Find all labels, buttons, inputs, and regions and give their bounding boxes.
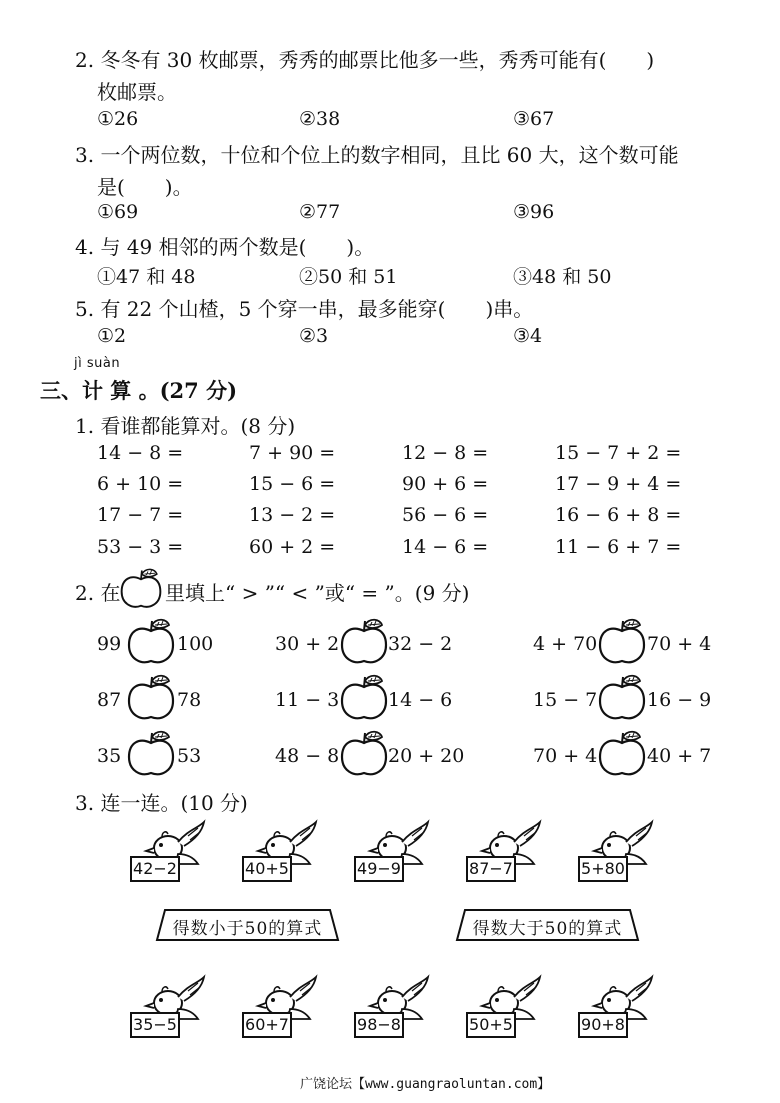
bottom-expression-box[interactable]: 98−8 bbox=[354, 1012, 404, 1038]
q5-line1: 5. 有 22 个山楂，5 个穿一串，最多能穿( )串。 bbox=[75, 297, 534, 321]
compare-right: 16 − 9 bbox=[647, 689, 712, 711]
compare-right: 40 + 7 bbox=[647, 745, 712, 767]
q5-option-1: ①2 bbox=[97, 325, 127, 347]
banner-greater-than-50-label: 得数大于50的算式 bbox=[472, 919, 623, 939]
q2-option-2: ②38 bbox=[299, 108, 341, 130]
q2-option-1: ①26 bbox=[97, 108, 139, 130]
calc-item: 7 + 90 = bbox=[249, 442, 336, 464]
part2-title-pre: 2. 在 bbox=[75, 581, 121, 605]
compare-left: 30 + 2 bbox=[275, 633, 340, 655]
compare-right: 78 bbox=[177, 689, 202, 711]
calc-item: 56 − 6 = bbox=[402, 504, 489, 526]
calc-item: 53 − 3 = bbox=[97, 536, 184, 558]
calc-item: 15 − 6 = bbox=[249, 473, 336, 495]
bottom-expression-box[interactable]: 60+7 bbox=[242, 1012, 292, 1038]
calc-item: 6 + 10 = bbox=[97, 473, 184, 495]
footer-source: 广饶论坛【www.guangraoluntan.com】 bbox=[300, 1077, 551, 1092]
bottom-expression-box[interactable]: 90+8 bbox=[578, 1012, 628, 1038]
top-expression-box[interactable]: 87−7 bbox=[466, 856, 516, 882]
compare-right: 53 bbox=[177, 745, 202, 767]
compare-right: 100 bbox=[177, 633, 214, 655]
bottom-expression-box[interactable]: 35−5 bbox=[130, 1012, 180, 1038]
q3-option-3: ③96 bbox=[513, 201, 555, 223]
q5-option-3: ③4 bbox=[513, 325, 543, 347]
apple-blank-icon[interactable] bbox=[596, 673, 648, 723]
compare-right: 14 − 6 bbox=[388, 689, 453, 711]
top-expression-box[interactable]: 49−9 bbox=[354, 856, 404, 882]
compare-right: 32 − 2 bbox=[388, 633, 453, 655]
apple-blank-icon[interactable] bbox=[338, 729, 390, 779]
q3-line2: 是( )。 bbox=[97, 175, 193, 199]
calc-item: 15 − 7 + 2 = bbox=[555, 442, 682, 464]
compare-left: 11 − 3 bbox=[275, 689, 340, 711]
q4-option-3: ③48 和 50 bbox=[513, 266, 612, 288]
compare-left: 48 − 8 bbox=[275, 745, 340, 767]
apple-blank-icon[interactable] bbox=[125, 729, 177, 779]
q2-line1: 2. 冬冬有 30 枚邮票，秀秀的邮票比他多一些，秀秀可能有( ) bbox=[75, 48, 655, 72]
compare-left: 15 − 7 bbox=[533, 689, 598, 711]
apple-blank-icon[interactable] bbox=[596, 617, 648, 667]
apple-blank-icon[interactable] bbox=[338, 617, 390, 667]
bottom-expression-box[interactable]: 50+5 bbox=[466, 1012, 516, 1038]
compare-left: 4 + 70 bbox=[533, 633, 598, 655]
top-expression-box[interactable]: 42−2 bbox=[130, 856, 180, 882]
q3-option-1: ①69 bbox=[97, 201, 139, 223]
top-expression-box[interactable]: 40+5 bbox=[242, 856, 292, 882]
calc-item: 14 − 8 = bbox=[97, 442, 184, 464]
compare-left: 70 + 4 bbox=[533, 745, 598, 767]
calc-item: 16 − 6 + 8 = bbox=[555, 504, 682, 526]
calc-item: 60 + 2 = bbox=[249, 536, 336, 558]
section3-title: 三、计 算 。(27 分) bbox=[40, 378, 238, 403]
apple-blank-icon[interactable] bbox=[338, 673, 390, 723]
part2-title-post: 里填上“ > ”“ < ”或“ = ”。(9 分) bbox=[165, 581, 470, 605]
banner-less-than-50-label: 得数小于50的算式 bbox=[172, 919, 323, 939]
q3-line1: 3. 一个两位数，十位和个位上的数字相同，且比 60 大，这个数可能 bbox=[75, 143, 679, 167]
q4-option-2: ②50 和 51 bbox=[299, 266, 398, 288]
calc-item: 11 − 6 + 7 = bbox=[555, 536, 682, 558]
apple-blank-icon[interactable] bbox=[125, 617, 177, 667]
q2-option-3: ③67 bbox=[513, 108, 555, 130]
calc-item: 17 − 9 + 4 = bbox=[555, 473, 682, 495]
compare-left: 87 bbox=[97, 689, 122, 711]
apple-blank-icon[interactable] bbox=[596, 729, 648, 779]
q4-option-1: ①47 和 48 bbox=[97, 266, 196, 288]
q3-option-2: ②77 bbox=[299, 201, 341, 223]
part3-title: 3. 连一连。(10 分) bbox=[75, 791, 248, 815]
calc-item: 17 − 7 = bbox=[97, 504, 184, 526]
apple-icon bbox=[118, 567, 164, 611]
calc-item: 12 − 8 = bbox=[402, 442, 489, 464]
compare-right: 70 + 4 bbox=[647, 633, 712, 655]
q5-option-2: ②3 bbox=[299, 325, 329, 347]
calc-item: 14 − 6 = bbox=[402, 536, 489, 558]
compare-left: 99 bbox=[97, 633, 122, 655]
q4-line1: 4. 与 49 相邻的两个数是( )。 bbox=[75, 235, 375, 259]
part1-title: 1. 看谁都能算对。(8 分) bbox=[75, 414, 296, 438]
compare-right: 20 + 20 bbox=[388, 745, 465, 767]
calc-item: 90 + 6 = bbox=[402, 473, 489, 495]
compare-left: 35 bbox=[97, 745, 122, 767]
q2-line2: 枚邮票。 bbox=[97, 80, 177, 104]
top-expression-box[interactable]: 5+80 bbox=[578, 856, 628, 882]
section3-pinyin: jì suàn bbox=[74, 356, 121, 371]
calc-item: 13 − 2 = bbox=[249, 504, 336, 526]
apple-blank-icon[interactable] bbox=[125, 673, 177, 723]
